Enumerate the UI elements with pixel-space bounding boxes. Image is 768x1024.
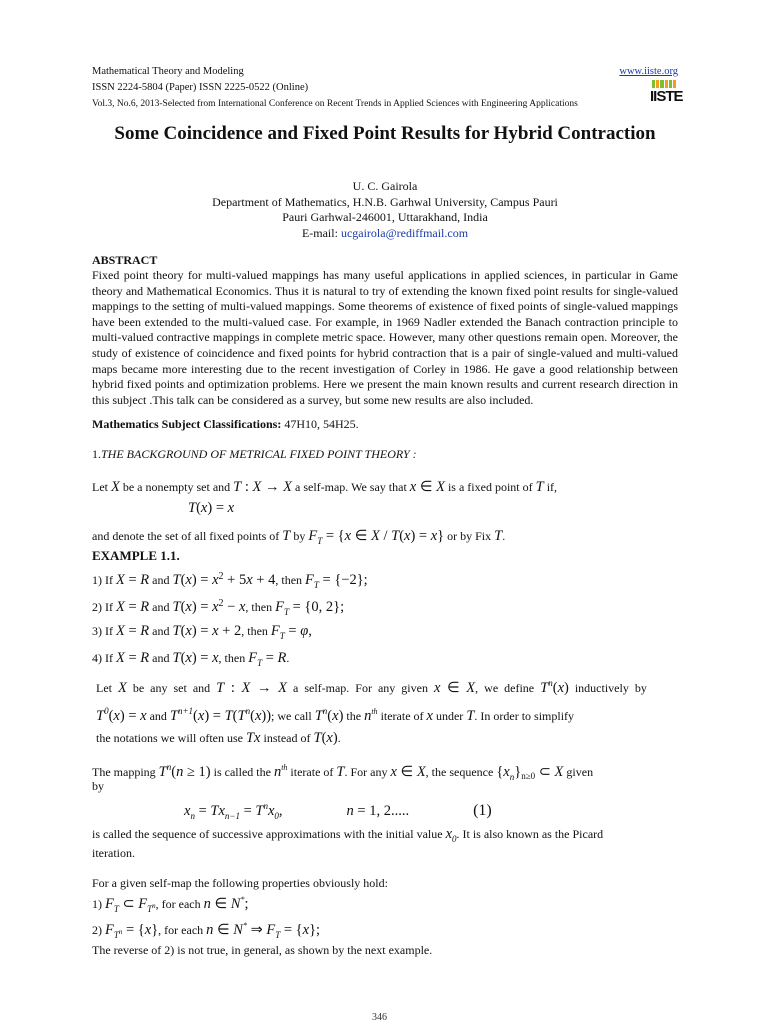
example-item-4: 4) If X = R and T(x) = x, then $F_T = R$. bbox=[92, 650, 290, 668]
body-line-iteration: iteration. bbox=[92, 846, 135, 860]
property-1: 1) $F_T$ ⊂ $F_{T^n}$, for each n ∈ N*; bbox=[92, 895, 249, 914]
author-block bbox=[92, 179, 678, 241]
journal-name: Mathematical Theory and Modeling bbox=[92, 66, 244, 77]
equation-fixed: T(x) = x bbox=[188, 500, 235, 516]
author-name: U. C. Gairola bbox=[352, 179, 418, 193]
body-line-seq: is called the sequence of successive approximations with the initial value $x_0$. It is also known as the Picard bbox=[92, 826, 604, 844]
body-line-notations: the notations we will often use Tx instead of T(x). bbox=[96, 730, 341, 746]
page-number: 346 bbox=[372, 1012, 387, 1023]
equation-number: (1) bbox=[473, 801, 492, 819]
email-link[interactable]: ucgairola@rediffmail.com bbox=[340, 225, 469, 240]
property-2: 2) $F_{T^n} = \{x\}$, for each n ∈ N* ⇒ $F_T = \{x\}$; bbox=[92, 921, 321, 940]
journal-issn: ISSN 2224-5804 (Paper) ISSN 2225-0522 (Online) bbox=[92, 82, 309, 93]
section-heading: 1.THE BACKGROUND OF METRICAL FIXED POINT THEORY : bbox=[92, 447, 417, 461]
journal-volume: Vol.3, No.6, 2013-Selected from International Conference on Recent Trends in Applied Sciences with Engineering Applications bbox=[92, 99, 578, 109]
journal-url-link[interactable]: www.iiste.org bbox=[619, 66, 678, 77]
iiste-logo bbox=[650, 80, 683, 106]
example-item-1: 1) If X = R and $T(x) = x^2 + 5x + 4$, then $F_T = \{-2\}$; bbox=[92, 571, 368, 590]
body-line-by: by bbox=[92, 779, 104, 793]
logo-text: IISTE bbox=[650, 88, 683, 105]
paper-title: Some Coincidence and Fixed Point Results for Hybrid Contraction bbox=[114, 123, 656, 144]
example-item-2: 2) If X = R and $T(x) = x^2 - x$, then $F_T = \{0$, 2}; bbox=[92, 598, 345, 617]
author-email-line: E-mail: ucgairola@rediffmail.com bbox=[301, 225, 469, 240]
body-line-define: $T^0(x) = x$ and $T^{n+1}(x) = T(T^n(x))$; we call $T^n(x)$ the $n^{th}$ iterate of x under T. In order to simplify bbox=[96, 706, 575, 724]
msc-line: Mathematics Subject Classifications: 47H10, 54H25. bbox=[92, 417, 359, 431]
author-affiliation: Department of Mathematics, H.N.B. Garhwal University, Campus Pauri bbox=[212, 194, 558, 209]
body-line-mapping: The mapping $T^n(n \ge 1)$ is called the $n^{th}$ iterate of T. For any x ∈ X, the sequence $\{x_n\}_{n\ge 0}$ ⊂ X given bbox=[92, 762, 594, 782]
body-line-reverse: The reverse of 2) is not true, in general, as shown by the next example. bbox=[92, 943, 433, 957]
body-line-denote: and denote the set of all fixed points of T by $F_T = \{x$ ∈ X / T(x) = x} or by Fix T. bbox=[92, 528, 506, 546]
equation-picard: $x_n = Tx_{n-1} = T^nx_0$, n = 1, 2..... (1) bbox=[184, 801, 492, 821]
body-line-let2: Let X be any set and T : X → X a self-map. For any given x ∈ X, we define $T^n(x)$ inductively by bbox=[96, 678, 647, 696]
body-line-let: Let X be a nonempty set and T : X → X a self-map. We say that x ∈ X is a fixed point of T if, bbox=[92, 479, 558, 495]
example-heading: EXAMPLE 1.1. bbox=[92, 548, 180, 563]
abstract-text: Fixed point theory for multi-valued mappings has many useful applications in applied sciences, in particular in Game theory and Mathematical Economics. Thus it is natural to try of extending the known fixed point results for single-valued mappings to the setting of multi-valued mappings. Some theorems of existence of fixed points of single-valued mappings have been extended to the multi-valued case. For example, in 1969 Nadler extended the Banach contraction principle to multi-valued contractive mappings in complete metric space. However, many other questions remain open. Moreover, the study of existence of coincidence and fixed points for hybrid contraction that is a pair of single-valued and multi-valued maps became more interesting due to the recent investigation of Corley in 1986. He gave a good relationship between hybrid fixed points and optimization problems. Here we present the main known results and current research direction in this subject .This talk can be considered as a survey, but some new results are also included. bbox=[92, 268, 678, 407]
body-line-props: For a given self-map the following properties obviously hold: bbox=[92, 876, 388, 890]
journal-header bbox=[92, 64, 678, 112]
abstract-heading: ABSTRACT bbox=[92, 253, 158, 267]
example-item-3: 3) If X = R and T(x) = x + 2, then $F_T = \varphi$, bbox=[92, 623, 312, 641]
author-address: Pauri Garhwal-246001, Uttarakhand, India bbox=[282, 210, 488, 224]
